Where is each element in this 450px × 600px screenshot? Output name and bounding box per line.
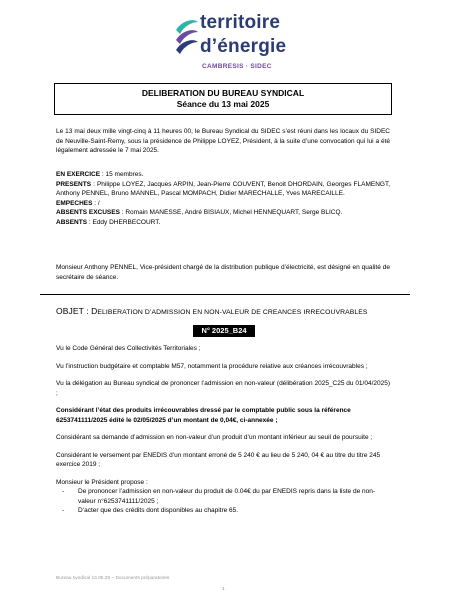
attendance-block xyxy=(56,170,390,227)
proposal-list xyxy=(56,487,390,516)
considerant-demande: Considérant sa demande d’admission en non-valeur d’un produit d’un montant inférieur au seuil de poursuite ; xyxy=(56,434,373,441)
intro-paragraph xyxy=(56,127,390,156)
empeches-label: EMPECHES xyxy=(56,199,93,207)
vu-1: Vu le Code Général des Collectivités Territoriales ; xyxy=(56,345,201,352)
sidec-logo xyxy=(168,6,308,78)
considerant-versement: Considérant le versement par ENEDIS d’un montant erroné de 5 240 € au lieu de 5 240, 04 € au titre du titre 245 exercice 2019 ; xyxy=(56,451,381,468)
empeches-value: : / xyxy=(92,199,100,207)
attendance-presents xyxy=(56,180,390,199)
logo-line1: territoire xyxy=(200,12,281,33)
secretary-paragraph xyxy=(56,263,390,282)
deliberation-number: N° 2025_B24 xyxy=(193,325,255,337)
dash-bullet-icon: - xyxy=(62,507,65,514)
excuses-value: : Romain MANESSE, André BISIAUX, Michel HENNEQUART, Serge BLICQ. xyxy=(119,209,343,216)
attendance-exercice xyxy=(56,170,390,180)
vu-3: Vu la délégation au Bureau syndical de prononcer l’admission en non-valeur (délibération 2025_C25 du 01/04/2025) ; xyxy=(56,380,391,397)
objet-prefix: OBJET : D xyxy=(56,306,98,316)
proposal-text: De prononcer l’admission en non-valeur du produit de 0.04€ du par ENEDIS repris dans la liste de non-valeur n°6253741111/2025 ; xyxy=(78,488,376,505)
intro-text: Le 13 mai deux mille vingt-cinq à 11 heures 00, le Bureau Syndical du SIDEC s’est réuni dans les locaux du SIDEC de Neuville-Saint-Remy, sous la présidence de Philippe LOYEZ, Président, à la suite d’une convocation qui lui a été légalement adressée le 7 mai 2025. xyxy=(56,128,390,154)
page-number: 1 xyxy=(222,587,225,592)
president-propose: Monsieur le Président propose : xyxy=(56,478,148,486)
excuses-label: ABSENTS EXCUSES xyxy=(56,209,120,216)
body-block xyxy=(56,344,390,516)
logo-line2: d’énergie xyxy=(200,36,287,57)
absents-label: ABSENTS xyxy=(56,218,88,226)
logo-swoosh-icon xyxy=(174,16,200,56)
proposal-text: D’acter que des crédits dont disponibles au chapitre 65. xyxy=(78,507,239,514)
deliberation-title-box xyxy=(54,83,392,115)
secretary-text: Monsieur Anthony PENNEL, Vice-président chargé de la distribution publique d’électricité, est désigné en qualité de secrétaire de séance. xyxy=(56,264,390,281)
section-divider xyxy=(40,294,410,295)
exercice-label: EN EXERCICE xyxy=(56,171,101,178)
attendance-empeches xyxy=(56,199,390,209)
logo-line3: CAMBRESIS · SIDEC xyxy=(202,63,272,70)
attendance-excuses xyxy=(56,208,390,218)
objet-rest: ELIBERATION D’ADMISSION EN NON-VALEUR DE CREANCES IRRECOUVRABLES xyxy=(97,309,368,316)
absents-value: : Eddy DHERBECOURT. xyxy=(87,218,161,226)
exercice-value: : 15 membres. xyxy=(100,171,144,178)
session-date: Séance du 13 mai 2025 xyxy=(176,99,270,109)
objet-heading xyxy=(56,306,368,316)
proposal-item xyxy=(56,487,390,506)
considerant-etat: Considérant l’état des produits irrécouvrables dressé par le comptable public sous la référence 6253741111/2025 édité le 02/05/2025 d’un montant de 0,04€, ci-annexée ; xyxy=(56,407,351,424)
presents-label: PRESENTS xyxy=(56,180,92,188)
dash-bullet-icon: - xyxy=(62,488,65,495)
page-footer: Bureau syndical 13.05.25 – Documents préparatoires xyxy=(56,576,170,581)
vu-2: Vu l’instruction budgétaire et comptable M57, notamment la procédure relative aux créances irrécouvrables ; xyxy=(56,362,368,370)
proposal-item xyxy=(56,506,390,516)
presents-value: : Philippe LOYEZ, Jacques ARPIN, Jean-Pierre COUVENT, Benoit DHORDAIN, Georges FLAMENGT, Anthony PENNEL, Bruno MANNEL, Pascal MOMPACH, Didier MARECHALLE, Yves MARECAILLE. xyxy=(56,180,390,197)
attendance-absents xyxy=(56,218,390,228)
page-title: DELIBERATION DU BUREAU SYNDICAL xyxy=(141,88,305,98)
